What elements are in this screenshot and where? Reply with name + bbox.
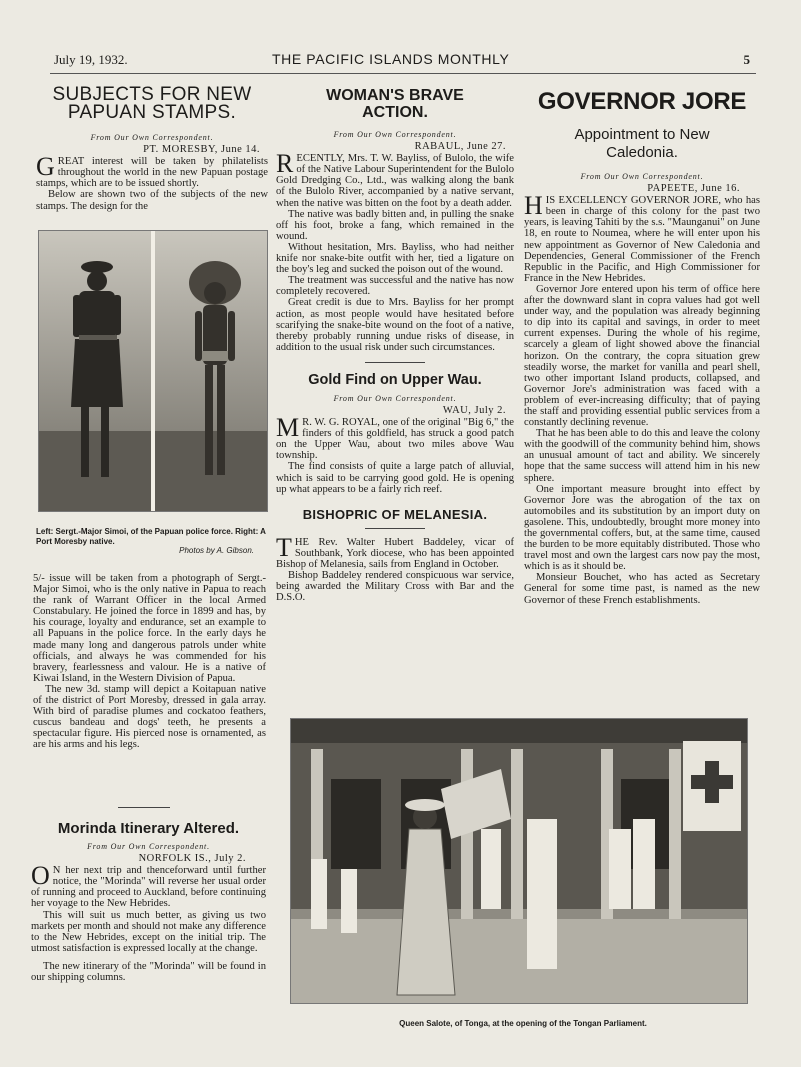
gold-dateline: WAU, July 2. — [442, 404, 506, 416]
governor-paragraph-3: That he has been able to do this and leave the colony with the goodwill of the community behind him, shows an unusual amount of tact and ability. We sincerely hope that the same success will attend him in his new sphere. — [524, 428, 760, 484]
stamps-paragraph-3: 5/- issue will be taken from a photograph of Sergt.-Major Simoi, who is the only native in Papua to reach the rank of Warrant Officer in the local Armed Constabulary. He joined the force in 1899 and has, by his courage, loyalty and endurance, set an example to all Papuans in the police force. In the early days he made many long and dangerous patrols under white officials, and always he was commended for his bravery, fearlessness and valour. He is a native of Kiwai Island, in the Western Division of Papua. — [33, 573, 266, 684]
woman-byline: From Our Own Correspondent. — [333, 130, 457, 139]
header-rule — [50, 73, 756, 74]
morinda-byline: From Our Own Correspondent. — [87, 842, 210, 851]
morinda-dropcap: O — [31, 861, 50, 891]
stamps-headline: SUBJECTS FOR NEW PAPUAN STAMPS. — [52, 86, 252, 123]
bishop-paragraph-2: Bishop Baddeley rendered conspicuous war service, being awarded the Military Cross with Bar and the D.S.O. — [276, 570, 514, 604]
governor-headline: GOVERNOR JORE — [537, 88, 747, 115]
stamps-photo-credit: Photos by A. Gibson. — [179, 546, 254, 555]
column-2 — [276, 87, 514, 712]
woman-paragraph-5: Great credit is due to Mrs. Bayliss for her prompt action, as most people would have hesitated before scarifying the snake-bite wound on the foot of a native, thereby probably running undue risks of disease, in addition to the usual risk under such circumstances. — [276, 297, 514, 353]
woman-paragraph-2: The native was badly bitten and, in pulling the snake off his foot, broke a fang, which remained in the wound. — [276, 208, 514, 242]
governor-paragraph-4: One important measure brought into effect by Governor Jore was the abrogation of the tax on automobiles and its substitution by an import duty on gasolene. This, undoubtedly, brought more money into the governmental coffers, but, at the same time, caused the burden to be more equitably distributed. Those who travel most and own the largest cars now pay the most, which is as it should be. — [524, 483, 760, 573]
page-header — [50, 52, 750, 70]
governor-dropcap: H — [524, 191, 543, 221]
woman-paragraph-3: Without hesitation, Mrs. Bayliss, who had neither knife nor snake-bite outfit with her, tied a ligature on the boy's leg and sucked the poison out of the wound. — [276, 241, 514, 276]
morinda-paragraph-2: This will suit us much better, as giving us two markets per month and should not make any difference to the New Hebrides, except on the initial trip. The utmost satisfaction is expressed locally at the change. — [31, 909, 266, 954]
column1-separator — [118, 807, 170, 808]
stamps-paragraph-1: GREAT interest will be taken by philatelists throughout the world in the new Papuan postage stamps, which are to be issued shortly. — [36, 152, 268, 190]
woman-dropcap: R — [276, 149, 294, 179]
page-number: 5 — [743, 52, 750, 67]
issue-date: July 19, 1932. — [54, 52, 128, 67]
stamps-paragraph-2: Below are shown two of the subjects of the new stamps. The design for the — [36, 189, 268, 212]
gold-paragraph-2: The find consists of quite a large patch of alluvial, which is said to be carrying good gold. He is opening up what appears to be a fairly rich reef. — [276, 461, 514, 495]
stamps-byline: From Our Own Correspondent. — [90, 133, 214, 142]
woman-gold-separator — [365, 362, 425, 363]
governor-article — [524, 88, 760, 710]
bishop-headline: BISHOPRIC OF MELANESIA. — [302, 506, 488, 522]
tonga-photo-caption: Queen Salote, of Tonga, at the opening of the Tongan Parliament. — [399, 1019, 647, 1028]
stamps-photo — [38, 230, 268, 512]
magazine-title: THE PACIFIC ISLANDS MONTHLY — [272, 51, 510, 67]
bishop-paragraph-1: THE Rev. Walter Hubert Baddeley, vicar of Southbank, York diocese, who has been appointed Bishop of Melanesia, sails from England in October. — [276, 532, 514, 570]
woman-paragraph-1: RECENTLY, Mrs. T. W. Bayliss, of Bulolo, the wife of the Native Labour Superintendent for the Bulolo Gold Dredging Co., Ltd., was walking along the bank of the Bulolo River, accompanied by a native servant, when the native was bitten on the foot by a death adder. — [276, 149, 514, 209]
woman-paragraph-4: The treatment was successful and the native has now completely recovered. — [276, 275, 514, 298]
governor-subheadline: Appointment to New Caledonia. — [574, 126, 710, 161]
stamps-dropcap: G — [36, 152, 55, 182]
governor-paragraph-5: Monsieur Bouchet, who has acted as Secretary General for some time past, is named as the new Governor of these French establishments. — [524, 572, 760, 606]
gold-paragraph-1: M R. W. G. ROYAL, one of the original "Big 6," the finders of this goldfield, has struck a good patch on the Upper Wau, about two miles above Wau township. — [276, 413, 514, 462]
bishop-dropcap: T — [276, 532, 292, 562]
tonga-photo-graphic — [291, 719, 747, 1003]
morinda-paragraph-3: The new itinerary of the "Morinda" will be found in our shipping columns. — [31, 960, 266, 984]
stamps-article-bottom — [33, 573, 266, 801]
governor-dateline: PAPEETE, June 16. — [647, 183, 740, 195]
governor-byline: From Our Own Correspondent. — [580, 172, 704, 181]
governor-paragraph-1: HIS EXCELLENCY GOVERNOR JORE, who has been in charge of this colony for the past two years, is leaving Tahiti by the s.s. "Maunganui" on June 18, en route to Noumea, where he will enter upon his new appointment as Governor of New Caledonia and Dependencies, General Commissioner of the French Republic in the Pacific, and High Commissioner for France in the New Hebrides. — [524, 191, 760, 284]
stamps-paragraph-4: The new 3d. stamp will depict a Koitapuan native of the district of Port Moresby, dressed in gala array. With bird of paradise plumes and cockatoo feathers, cuscus bandeau and dogs' teeth, he presents a spectacular figure. His pierced nose is ornamented, as are his arms and his legs. — [33, 683, 266, 751]
gold-byline: From Our Own Correspondent. — [333, 393, 457, 403]
bishop-separator — [365, 528, 425, 529]
stamps-article-top — [36, 86, 268, 230]
morinda-headline: Morinda Itinerary Altered. — [57, 820, 240, 837]
gold-headline: Gold Find on Upper Wau. — [308, 371, 482, 388]
morinda-dateline: NORFOLK IS., July 2. — [138, 853, 246, 865]
morinda-article — [31, 820, 266, 1032]
woman-dateline: RABAUL, June 27. — [414, 141, 506, 153]
stamps-photo-graphic — [39, 231, 267, 511]
stamps-photo-caption: Left: Sergt.-Major Simoi, of the Papuan police force. Right: A Port Moresby native. Photos by A. Gibson. — [36, 527, 266, 555]
woman-headline: WOMAN'S BRAVE ACTION. — [326, 87, 464, 121]
stamps-dateline: PT. MORESBY, June 14. — [143, 144, 260, 156]
morinda-paragraph-1: O N her next trip and thenceforward until further notice, the "Morinda" will reverse her usual order of running and proceed to Auckland, before continuing her voyage to the New Hebrides. — [31, 861, 266, 910]
governor-paragraph-2: Governor Jore entered upon his term of office here after the downward slant in copra values had got well under way, and the population was already beginning to dip into its capital and savings, in order to meet current expenses. During the whole of his regime, scarcely a gleam of light showed above the financial horizon. On the contrary, the copra situation grew steadily worse, the market for vanilla and pearl shell, two other important Island products, collapsed, and Governor Jore's administration was faced with a problem of ever-increasing difficulty; that of paying the staff and providing essential public services from a constantly declining revenue. — [524, 283, 760, 429]
tonga-photo — [290, 718, 748, 1004]
gold-dropcap: M — [276, 413, 300, 443]
